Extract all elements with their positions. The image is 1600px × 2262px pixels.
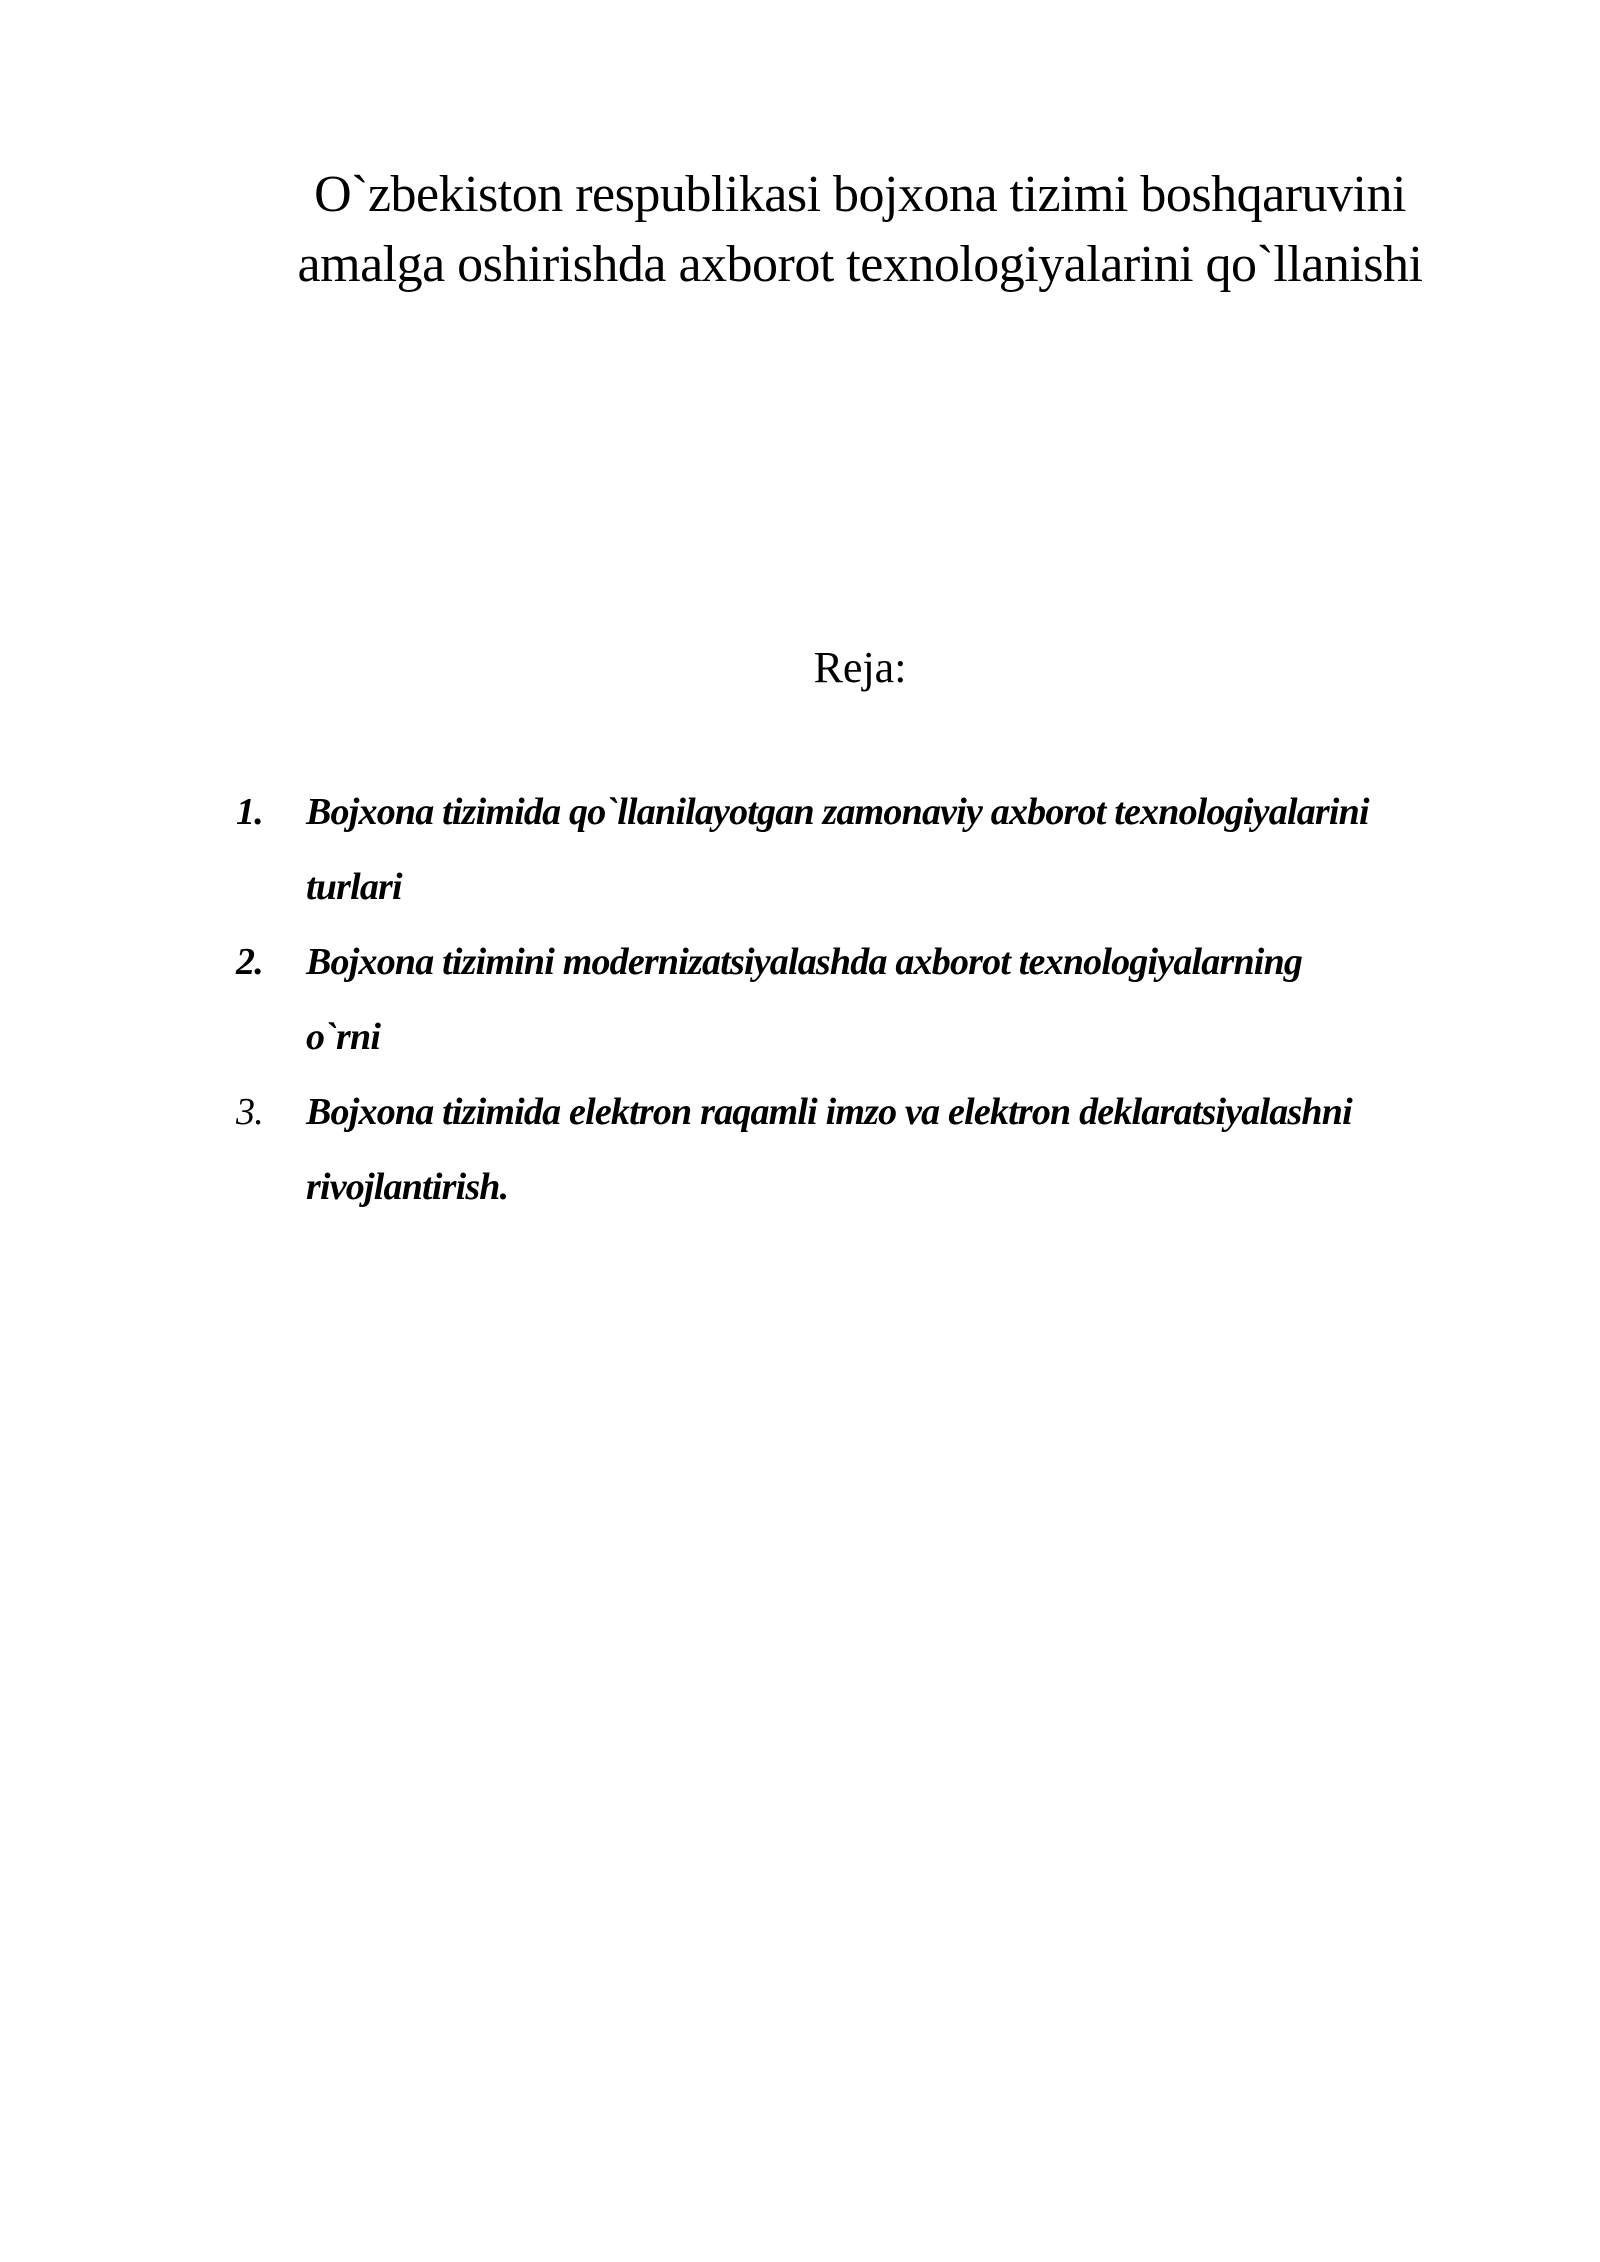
plan-item-text-line: o`rni [306,1016,381,1058]
document-title-line-2: amalga oshirishda axborot texnologiyalarini qo`llanishi [297,236,1423,293]
plan-item-text-line: Bojxona tizimida qo`llanilayotgan zamonaviy axborot texnologiyalarini [306,791,1369,833]
plan-item-text-line: Bojxona tizimida elektron raqamli imzo va elektron deklaratsiyalashni [306,1091,1352,1133]
plan-item-1 [236,775,1536,925]
plan-item-text-line: turlari [306,866,402,908]
plan-list [236,775,1536,1225]
plan-item-text-line: rivojlantirish. [306,1166,509,1208]
plan-item-number: 2. [236,941,263,983]
document-title [200,160,1520,300]
document-title-line-1: O`zbekiston respublikasi bojxona tizimi boshqaruvini [314,166,1406,223]
plan-item-number: 1. [236,791,263,833]
plan-item-number: 3. [236,1091,263,1133]
plan-item-text-line: Bojxona tizimini modernizatsiyalashda axborot texnologiyalarning [306,941,1303,983]
plan-item-3 [236,1075,1536,1225]
plan-item-2 [236,925,1536,1075]
plan-heading: Reja: [813,643,907,692]
